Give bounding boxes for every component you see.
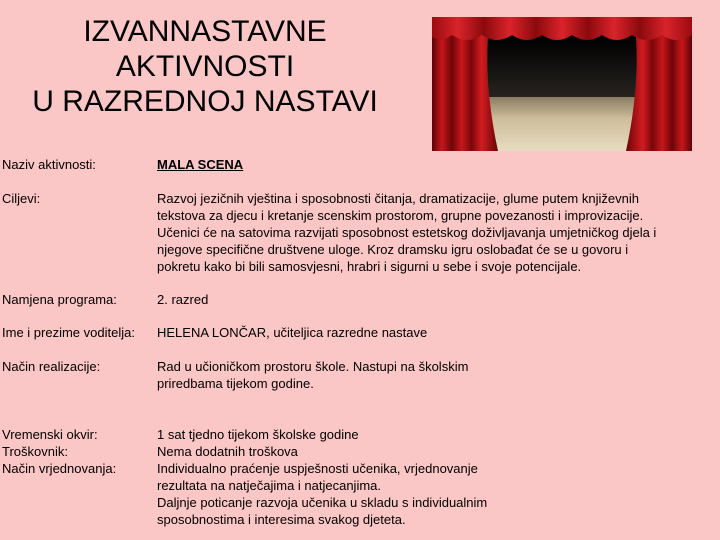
ostalo-line: Daljnje poticanje razvoja učenika u skladu s individualnim xyxy=(157,495,488,510)
label-namjena: Namjena programa: xyxy=(2,292,117,307)
ostalo-line: rezultata na natječajima i natjecanjima. xyxy=(157,478,382,493)
ostalo-line: Individualno praćenje uspješnosti učenika, vrjednovanje xyxy=(157,461,478,476)
value-ciljevi xyxy=(157,190,702,275)
label-troskovnik: Troškovnik: xyxy=(2,444,68,459)
ciljevi-line: tekstova za djecu i kretanje scenskim prostorom, grupne povezanosti i improvizacije. xyxy=(157,208,644,223)
title-line-2: AKTIVNOSTI xyxy=(115,50,295,83)
title-line-3: U RAZREDNOJ NASTAVI xyxy=(32,85,378,118)
label-ostalo xyxy=(2,426,116,477)
nacin-line: Rad u učioničkom prostoru škole. Nastupi na školskim xyxy=(157,359,469,374)
label-naziv: Naziv aktivnosti: xyxy=(2,157,96,172)
ostalo-line: sposobnostima i interesima svakog djeteta. xyxy=(157,512,406,527)
value-voditelj: HELENA LONČAR, učiteljica razredne nastave xyxy=(157,325,428,340)
label-ciljevi: Ciljevi: xyxy=(2,191,41,206)
label-nacin: Način realizacije: xyxy=(2,359,101,374)
ostalo-line: 1 sat tjedno tijekom školske godine xyxy=(157,427,359,442)
nacin-line: priredbama tijekom godine. xyxy=(157,376,314,391)
value-naziv: MALA SCENA xyxy=(157,157,244,172)
value-ostalo xyxy=(157,426,702,528)
value-nacin xyxy=(157,358,702,392)
ostalo-line: Nema dodatnih troškova xyxy=(157,444,298,459)
theater-stage-icon xyxy=(432,17,692,151)
value-namjena: 2. razred xyxy=(157,292,209,307)
ciljevi-line: njegove specifične društvene uloge. Kroz dramsku igru oslobađat će se u govoru i xyxy=(157,242,629,257)
page-title xyxy=(0,14,410,119)
title-line-1: IZVANNASTAVNE xyxy=(83,15,327,48)
label-voditelj: Ime i prezime voditelja: xyxy=(2,325,135,340)
ciljevi-line: Razvoj jezičnih vještina i sposobnosti čitanja, dramatizacije, glume putem književnih xyxy=(157,191,639,206)
ciljevi-line: pokretu kako bi bili samosvjesni, hrabri i sigurni u sebe i svoje potencijale. xyxy=(157,259,582,274)
label-vremenski-okvir: Vremenski okvir: xyxy=(2,427,98,442)
ciljevi-line: Učenici će na satovima razvijati sposobnost estetskog doživljavanja umjetničkog djela i xyxy=(157,225,657,240)
label-nacin-vrjednovanja: Način vrjednovanja: xyxy=(2,461,117,476)
